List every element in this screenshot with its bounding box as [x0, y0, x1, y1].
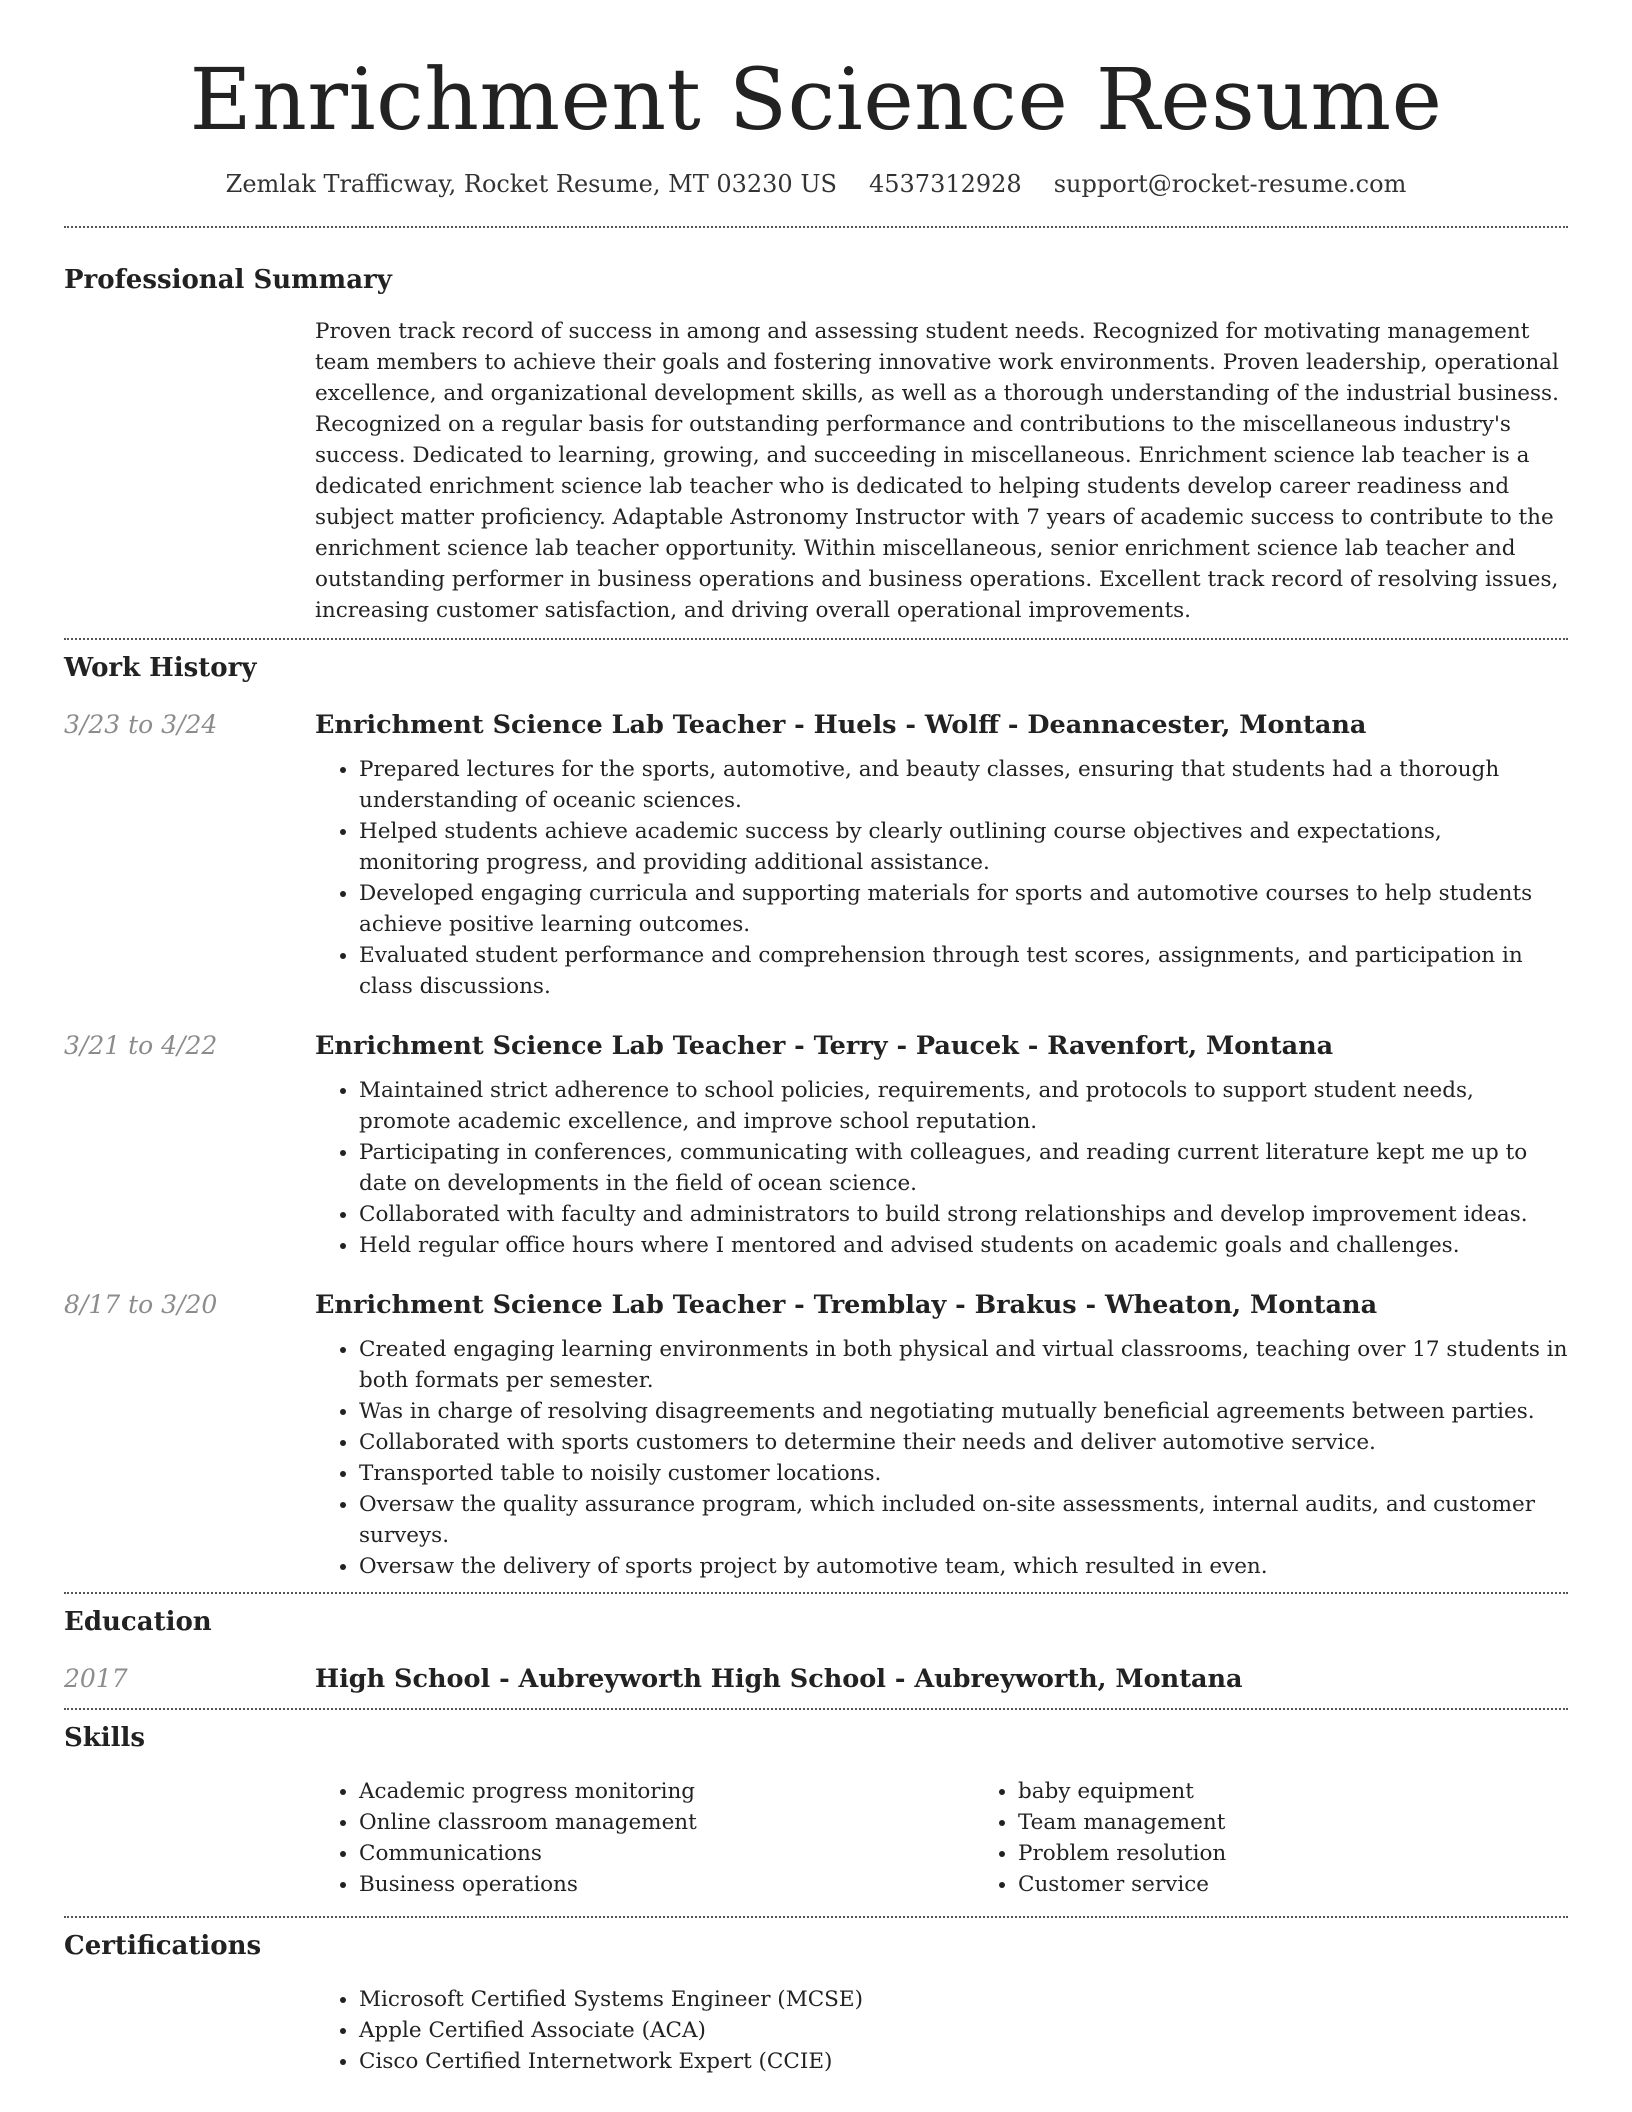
list-item: • Oversaw the quality assurance program, which included on-site assessments, internal audits, and customer surveys. [359, 1489, 1568, 1551]
education-section [64, 1592, 1568, 1708]
list-item: • Problem resolution [1018, 1838, 1632, 1869]
summary-heading: Professional Summary [64, 265, 392, 295]
summary-text: Proven track record of success in among and assessing student needs. Recognized for motivating management team members to achieve their goals and fostering innovative work environments. Proven leadership, operational excellence, and organizational development skills, as well as a thorough understanding of the industrial business. Recognized on a regular basis for outstanding performance and contributions to the miscellaneous industry's success. Dedicated to learning, growing, and succeeding in miscellaneous. Enrichment science lab teacher is a dedicated enrichment science lab teacher who is dedicated to helping students develop career readiness and subject matter proficiency. Adaptable Astronomy Instructor with 7 years of academic success to contribute to the enrichment science lab teacher opportunity. Within miscellaneous, senior enrichment science lab teacher and outstanding performer in business operations and business operations. Excellent track record of resolving issues, increasing customer satisfaction, and driving overall operational improvements. [315, 319, 1559, 623]
job-dates: 3/21 to 4/22 [64, 1031, 218, 1060]
skills-row [64, 1776, 1568, 1900]
job-dates: 8/17 to 3/20 [64, 1290, 218, 1319]
certifications-section [64, 1916, 1568, 2077]
list-item: • Prepared lectures for the sports, automotive, and beauty classes, ensuring that students had a thorough understanding of oceanic sciences. [359, 754, 1568, 816]
list-item: • Academic progress monitoring [359, 1776, 974, 1807]
list-item: • Was in charge of resolving disagreements and negotiating mutually beneficial agreements between parties. [359, 1396, 1568, 1427]
job-title: Enrichment Science Lab Teacher - Tremblay - Brakus - Wheaton, Montana [315, 1290, 1378, 1320]
job-title: Enrichment Science Lab Teacher - Terry - Paucek - Ravenfort, Montana [315, 1031, 1334, 1061]
certifications-spacer [64, 1984, 315, 2077]
certifications-body [315, 1984, 1568, 2077]
resume-title: Enrichment Science Resume [189, 51, 1443, 150]
summary-section [64, 226, 1568, 638]
skills-heading: Skills [64, 1723, 146, 1753]
list-item: • Participating in conferences, communicating with colleagues, and reading current literature kept me up to date on developments in the field of ocean science. [359, 1137, 1568, 1199]
job-bullets [315, 1334, 1568, 1582]
education-entry [64, 1662, 1568, 1696]
contact-address: Zemlak Trafficway, Rocket Resume, MT 03230 US [225, 170, 837, 198]
list-item: • Evaluated student performance and comprehension through test scores, assignments, and participation in class discussions. [359, 940, 1568, 1002]
list-item: • Held regular office hours where I mentored and advised students on academic goals and challenges. [359, 1230, 1568, 1261]
list-item: • Microsoft Certified Systems Engineer (MCSE) [359, 1984, 1568, 2015]
job-body [315, 708, 1568, 1002]
list-item: • Team management [1018, 1807, 1632, 1838]
job-dates: 3/23 to 3/24 [64, 710, 218, 739]
contact-email: support@rocket-resume.com [1053, 170, 1407, 198]
contact-line [0, 166, 1632, 202]
job-bullets [315, 1075, 1568, 1261]
summary-spacer [64, 316, 315, 626]
list-item: • Online classroom management [359, 1807, 974, 1838]
skills-list-right [974, 1776, 1632, 1900]
skills-columns [315, 1776, 1632, 1900]
job-entry [64, 1029, 1568, 1261]
list-item: • Oversaw the delivery of sports project by automotive team, which resulted in even. [359, 1551, 1568, 1582]
certifications-row [64, 1984, 1568, 2077]
summary-row [64, 316, 1568, 626]
education-heading: Education [64, 1607, 212, 1637]
job-entry [64, 708, 1568, 1002]
certifications-list [315, 1984, 1568, 2077]
job-entry [64, 1288, 1568, 1582]
work-section [64, 638, 1568, 1592]
certifications-heading: Certifications [64, 1931, 262, 1961]
list-item: • Business operations [359, 1869, 974, 1900]
list-item: • Maintained strict adherence to school policies, requirements, and protocols to support student needs, promote academic excellence, and improve school reputation. [359, 1075, 1568, 1137]
education-year: 2017 [64, 1664, 128, 1693]
list-item: • Collaborated with sports customers to determine their needs and deliver automotive service. [359, 1427, 1568, 1458]
list-item: • Collaborated with faculty and administrators to build strong relationships and develop improvement ideas. [359, 1199, 1568, 1230]
list-item: • Developed engaging curricula and supporting materials for sports and automotive courses to help students achieve positive learning outcomes. [359, 878, 1568, 940]
work-heading: Work History [64, 653, 257, 683]
list-item: • Created engaging learning environments in both physical and virtual classrooms, teaching over 17 students in both formats per semester. [359, 1334, 1568, 1396]
list-item: • Communications [359, 1838, 974, 1869]
job-title: Enrichment Science Lab Teacher - Huels - Wolff - Deannacester, Montana [315, 710, 1367, 740]
job-bullets [315, 754, 1568, 1002]
education-title: High School - Aubreyworth High School - Aubreyworth, Montana [315, 1664, 1243, 1694]
skills-list-left [315, 1776, 974, 1900]
list-item: • Helped students achieve academic success by clearly outlining course objectives and expectations, monitoring progress, and providing additional assistance. [359, 816, 1568, 878]
job-body [315, 1288, 1568, 1582]
list-item: • Transported table to noisily customer locations. [359, 1458, 1568, 1489]
list-item: • Cisco Certified Internetwork Expert (CCIE) [359, 2046, 1568, 2077]
list-item: • Customer service [1018, 1869, 1632, 1900]
skills-spacer [64, 1776, 315, 1900]
skills-section [64, 1708, 1568, 1916]
contact-phone: 4537312928 [869, 170, 1022, 198]
list-item: • baby equipment [1018, 1776, 1632, 1807]
education-body [315, 1662, 1568, 1696]
job-body [315, 1029, 1568, 1261]
list-item: • Apple Certified Associate (ACA) [359, 2015, 1568, 2046]
